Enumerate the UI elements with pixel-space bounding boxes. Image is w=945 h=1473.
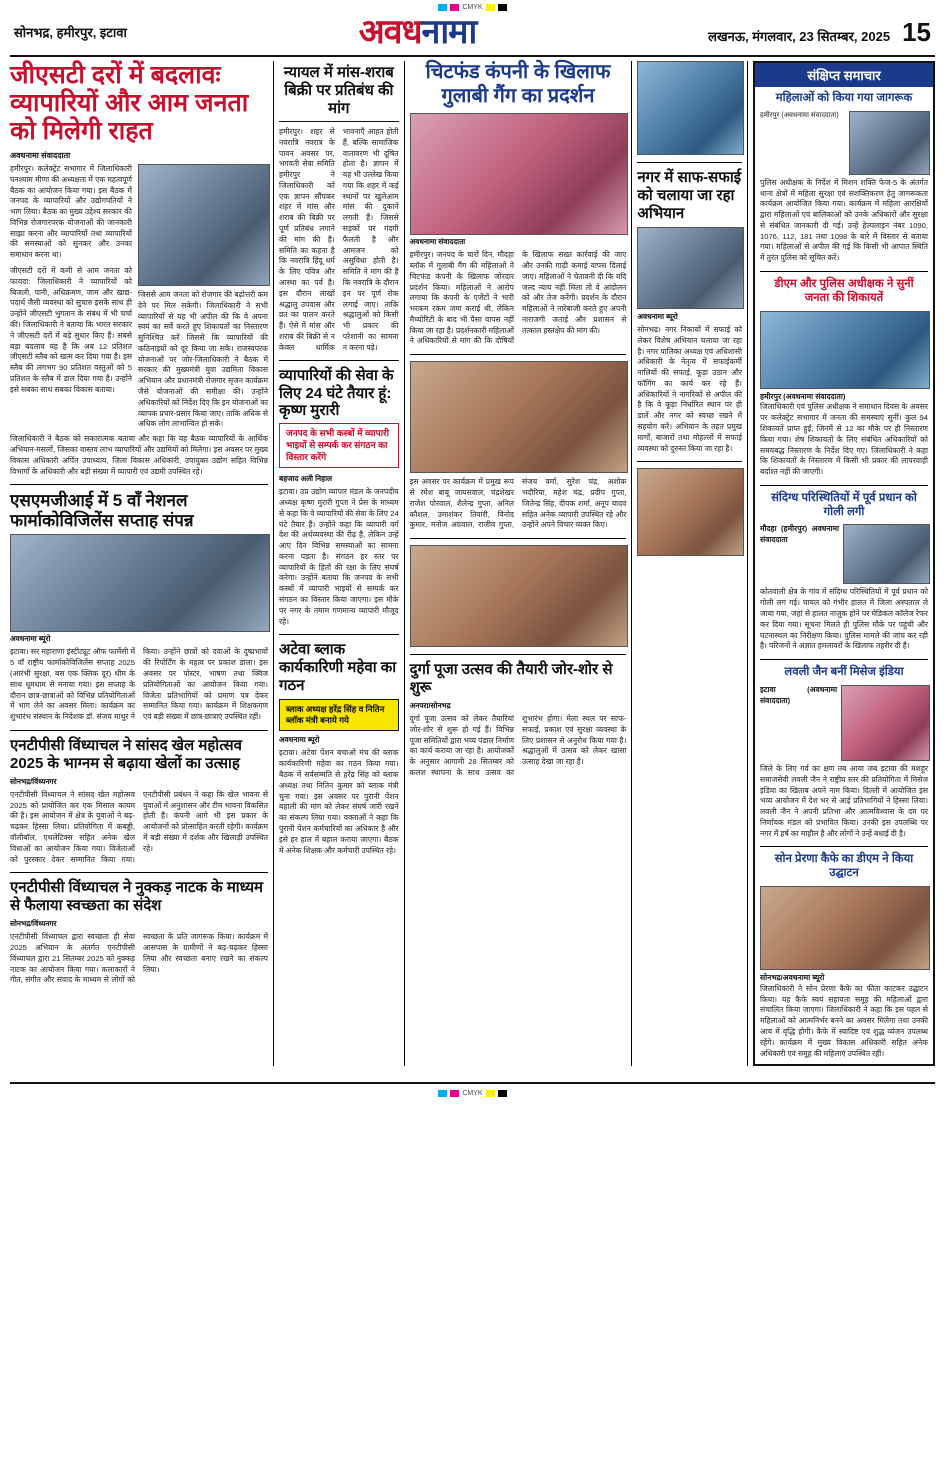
sidebar-body: [755, 92, 933, 1064]
divider-8: [410, 654, 627, 655]
page-number: 15: [902, 16, 931, 47]
sidebar-item-0-body: पुलिस अधीक्षक के निर्देश में मिशन शक्ति फेज-5 के अंतर्गत थाना क्षेत्रों में महिला सुरक्षा एवं सशक्तिकरण हेतु जागरूकता कार्यक्रम आयोजित किया गया। कार्यक्रम में महिला आरक्षियों द्वारा महिलाओं एवं बालिकाओं को उनके अधिकारों और सुरक्षा से संबंधित जानकारी दी गई। उन्हें हेल्पलाइन नंबर 1090, 1076, 112, 181 तथा 1098 के बारे में विस्तार से बताया गया। महिलाओं से अपील की गई कि किसी भी आपात स्थिति में तुरंत पुलिस को सूचित करें।: [760, 177, 928, 263]
chitfund-headline: चिटफंड कंपनी के खिलाफ गुलाबी गैंग का प्रदर्शन: [425, 61, 611, 107]
service24-callout: [279, 423, 399, 468]
sgsi-photo: [10, 534, 270, 632]
gst-meeting-photo: [138, 164, 270, 286]
logo-part-1: अवध: [358, 13, 422, 51]
sidebar-item-4-body: जिलाधिकारी ने सोन प्रेरणा कैफे का फीता काटकर उद्घाटन किया। यह कैफे स्वयं सहायता समूह की महिलाओं द्वारा संचालित किया जाएगा। जिलाधिकारी ने कहा कि इस पहल से महिलाओं को आत्मनिर्भर बनने का अवसर मिलेगा तथा उनकी आय में वृद्धि होगी। कैफे में स्वादिष्ट एवं शुद्ध व्यंजन उपलब्ध रहेंगे। कार्यक्रम में मुख्य विकास अधिकारी सहित अनेक अधिकारी एवं समूह की महिलाएं उपस्थित रहीं।: [760, 983, 928, 1058]
service24-body: इटावा। उप्र उद्योग व्यापार मंडल के जनपदीय अध्यक्ष कृष्ण मुरारी गुप्ता ने प्रेस के माध्यम से कहा कि वे व्यापारियों की सेवा के लिए 24 घंटे तैयार हैं। उन्होंने कहा कि व्यापारी वर्ग देश की अर्थव्यवस्था की रीढ़ है, लेकिन उन्हें आए दिन विभिन्न समस्याओं का सामना करना पड़ता है। संगठन हर स्तर पर व्यापारियों के हितों की रक्षा के लिए संघर्ष करेगा। उन्होंने बताया कि जनपद के सभी कस्बों में व्यापारी भाइयों से सम्पर्क कर संगठन का विस्तार किया जाएगा। इस मौके पर नगर के तमाम गणमान्य व्यापारी मौजूद रहे।: [279, 487, 399, 626]
divider-6: [410, 354, 627, 355]
durga-headline: दुर्गा पूजा उत्सव की तैयारी जोर-शोर से शुरू: [409, 661, 613, 697]
cmyk-label: CMYK: [462, 4, 483, 11]
column-center: [410, 61, 627, 1066]
sidebar-divider-1: [760, 485, 928, 486]
sidebar-item-0-photo: [849, 111, 930, 175]
gst-body-2: जीएसटी दरों में कमी से आम जनता को फायदा: जिलाधिकारी ने व्यापारियों को बिजली, पानी, अधिक्रमण, जाम और खाद्य-पदार्थ जैसी व्यवस्था को सुचारु इसके साथ ही उन्होंने जीएसटी भुगतान के संबंध में भी चर्चा की। जिलाधिकारी ने बताया कि भारत सरकार ने जीएसटी दरों में बड़े सुधार किए हैं। सबसे बड़ा बदलाव यह है कि अब 12 प्रतिशत जीएसटी स्लैब को खत्म कर दिया गया है। इस स्लैब की लगभग 90 प्रतिशत वस्तुओं को 5 प्रतिशत के स्लैब में डाल दिया गया है। उन्होंने इसे सबका साथ सबका विकास बताया।: [10, 266, 132, 394]
magenta-swatch-bottom: [450, 1090, 459, 1097]
sidebar-item-1-headline: डीएम और पुलिस अधीक्षक ने सुनीं जनता की शिकायतें: [774, 278, 914, 304]
sidebar-item-3-body: जिले के लिए गर्व का क्षण तब आया जब इटावा की मशहूर समाजसेवी लवली जैन ने राष्ट्रीय स्तर की प्रतियोगिता में मिसेज इंडिया का खिताब अपने नाम किया। दिल्ली में आयोजित इस भव्य आयोजन में देश भर से आई प्रतिभागियों ने हिस्सा लिया। लवली जैन ने अपनी प्रतिभा और आत्मविश्वास के दम पर निर्णायक मंडल को प्रभावित किया। उनकी इस उपलब्धि पर नगर में हर्ष का माहौल है और लोगों ने उन्हें बधाई दी है।: [760, 763, 928, 838]
bottom-rule: [10, 1082, 935, 1084]
service24-photo: [410, 361, 629, 473]
sidebar-title: संक्षिप्त समाचार: [755, 63, 933, 87]
divider-5: [279, 634, 399, 635]
gst-body-4: जिलाधिकारी ने बैठक को सकारात्मक बताया और कहा कि यह बैठक व्यापारियों के आर्थिक अभियान-मसलों, जिसका वास्तव लाभ व्यापारियों और उद्यमियों को मिलेगा। इस अवसर पर मुख्य विकास अधिकारी अर्पित उपाध्याय, जिला विकास अधिकारी, उपायुक्त उद्योग सहित विभिन्न विभागों के अधिकारी और बड़ी संख्या में व्यापारी एवं उद्यमी उपस्थित रहे।: [10, 434, 268, 476]
sidebar-item-4-photo: [760, 886, 930, 970]
column-separator-3: [631, 61, 632, 1066]
atewa-callout-text: ब्लाक अध्यक्ष हरेंद्र सिंह व नितिन ब्लॉक मंत्री बनाये गये: [286, 704, 385, 726]
bottom-registration-marks: [0, 1086, 945, 1097]
edition-names: सोनभद्र, हमीरपुर, इटावा: [14, 25, 127, 40]
masthead: [0, 11, 945, 51]
gst-body-3: जिससे आम जनता को रोजगार की बढ़ोत्तरी कम देने पर मिल सकेगी। जिलाधिकारी ने सभी व्यापारियों से यह भी अपील की कि वे अपना स्वयं का सर्वे करते हुए शिकायतों का निस्तारण सुनिश्चित करें जिससे कि व्यापारियों की कठिनाइयों को दूर किया जा सके। राजस्वपरक योजनाओं पर जोर-जिलाधिकारी ने बैठक में सरकार की मुख्यमंत्री युवा उद्यमिता विकास अभियान और प्रधानमंत्री रोजगार सृजन कार्यक्रम जैसे योजनाओं की समीक्षा की। उन्होंने अधिकारियों को निर्देश दिए कि इन योजनाओं का व्यापक प्रचार-प्रसार किया जाए। ताकि अधिक से अधिक लोग लाभान्वित हो सकें।: [138, 290, 268, 429]
chitfund-body: हमीरपुर। जनपद के चारों दिन, मौदहा ब्लॉक में गुलाबी गैंग की महिलाओं ने चिटफंड कंपनी के खिलाफ जोरदार प्रदर्शन किया। महिलाओं ने आरोप लगाया कि कंपनी के एजेंटों ने भारी भरकम रकम जमा कराई थी, लेकिन मैच्योरिटी के बाद भी पैसा वापस नहीं किया जा रहा है। प्रदर्शनकारी महिलाओं ने अधिकारियों से मांग की कि दोषियों के खिलाफ सख्त कार्रवाई की जाए और उनकी गाढ़ी कमाई वापस दिलाई जाए। महिलाओं ने चेतावनी दी कि यदि जल्द न्याय नहीं मिला तो वे आंदोलन को और तेज करेंगी। प्रदर्शन के दौरान महिलाओं ने नारेबाजी करते हुए अपनी नाराजगी जताई और प्रशासन से तत्काल हस्तक्षेप की मांग की।: [409, 250, 627, 346]
ntpc-sports-body: एनटीपीसी विंध्याचल ने सांसद खेल महोत्सव 2025 को प्रायोजित कर एक मिसाल कायम की है। इस आयोजन में क्षेत्र के युवाओं ने बढ़-चढ़कर हिस्सा लिया। प्रतियोगिता में कबड्डी, वॉलीबॉल, एथलेटिक्स सहित अनेक खेल विधाओं का आयोजन किया गया। विजेताओं को पुरस्कार देकर सम्मानित किया गया। एनटीपीसी प्रबंधन ने कहा कि खेल भावना से युवाओं में अनुशासन और टीम भावना विकसित होती है। कंपनी आगे भी इस प्रकार के आयोजनों को प्रोत्साहित करती रहेगी। कार्यक्रम में बड़ी संख्या में दर्शक और खिलाड़ी उपस्थित रहे।: [10, 789, 268, 864]
divider-2: [10, 730, 268, 731]
liquor-body: हमीरपुर। शहर से नवरात्रि नवरात्र के पावन अवसर पर, भगवती सेवा समिति हमीरपुर ने जिलाधिकारी को एक ज्ञापन सौंपकर शहर में मांस और शराब की बिक्री पर पूर्ण प्रतिबंध लगाने की मांग की है। समिति का कहना है कि नवरात्रि हिंदू धर्म के लिए पवित्र और आस्था का पर्व है। इस दौरान लाखों श्रद्धालु उपवास और व्रत का पालन करते हैं। ऐसे में मांस और शराब की बिक्री से न केवल धार्मिक भावनाएँ आहत होती हैं, बल्कि सामाजिक वातावरण भी दूषित होता है। ज्ञापन में यह भी उल्लेख किया गया कि शहर में कई स्थानों पर खुलेआम मांस की दुकानें लगती हैं। जिससे सड़कों पर गंदगी फैलती है और आमजन को असुविधा होती है। समिति ने मांग की है कि नवरात्रि के दौरान इन पर पूर्ण रोक लगाई जाए। ताकि श्रद्धालुओं को किसी भी प्रकार की परेशानी का सामना न करना पड़े।: [279, 127, 399, 352]
chitfund-secondary-photo: [637, 61, 744, 155]
masthead-right: [708, 17, 931, 48]
column-separator-1: [273, 61, 274, 1066]
sidebar-item-3-byline: इटावा (अवधनामा संवाददाता): [760, 684, 838, 705]
service24-callout-text: जनपद के सभी कस्बों में व्यापारी भाइयों से सम्पर्क कर संगठन का विस्तार करेंगे: [286, 428, 390, 462]
divider-4: [279, 360, 399, 361]
cleanliness-body: सोनभद्र। नगर निकायों में सफाई को लेकर विशेष अभियान चलाया जा रहा है। नगर पालिका अध्यक्ष एवं अधिशासी अधिकारी के नेतृत्व में सफाईकर्मी नालियों की सफाई, कूड़ा उठान और फॉगिंग का कार्य कर रहे हैं। अधिकारियों ने नागरिकों से अपील की है कि वे कूड़ा निर्धारित स्थान पर ही डालें और नगर को स्वच्छ रखने में सहयोग करें। अभियान के तहत प्रमुख मार्गों, बाजारों तथा मोहल्लों में सफाई व्यवस्था को दुरुस्त किया जा रहा है।: [637, 325, 742, 453]
gst-byline: अवधनामा संवाददाता: [10, 151, 71, 160]
atewa-headline: अटेवा ब्लाक कार्यकारिणी महेवा का गठन: [279, 641, 397, 695]
divider-10: [637, 461, 742, 462]
sidebar-item-4-headline: सोन प्रेरणा कैफे का डीएम ने किया उद्घाटन: [774, 853, 914, 880]
ntpc-sports-byline: सोनभद्र/विंध्यनगर: [10, 776, 57, 786]
sidebar-item-2-body: कोतवाली क्षेत्र के गांव में संदिग्ध परिस्थितियों में पूर्व प्रधान को गोली लग गई। घायल को गंभीर हालत में जिला अस्पताल ले जाया गया, जहां से हालत नाजुक होने पर मेडिकल कॉलेज रेफर कर दिया गया। सूचना मिलते ही पुलिस मौके पर पहुंची और घटनास्थल का निरीक्षण किया। पुलिस मामले की जांच कर रही है। परिजनों ने अज्ञात हमलावरों के खिलाफ तहरीर दी है।: [760, 587, 928, 651]
service24-names: इस अवसर पर कार्यक्रम में प्रमुख रूप से रमेश बाबू जायसवाल, चंद्रशेखर राजेश पोरवाल, शैलेन्द्र गुप्ता, अनिल कौशल, उमाशंकर तिवारी, विनोद कुमार, मनोज अग्रवाल, राजीव गुप्ता, संजय वर्मा, सुरेश चंद्र, अशोक भदौरिया, महेश चंद्र, प्रदीप गुप्ता, जितेन्द्र सिंह, दीपक शर्मा, अनूप यादव सहित अनेक व्यापारी उपस्थित रहे और उन्होंने अपने विचार व्यक्त किए।: [409, 477, 627, 530]
atewa-photo: [410, 545, 629, 647]
divider-9: [637, 162, 742, 163]
durga-photo: [637, 468, 744, 556]
key-swatch-bottom: [498, 1090, 507, 1097]
atewa-body: इटावा। अटेवा पेंशन बचाओ मंच की ब्लाक कार्यकारिणी महेवा का गठन किया गया। बैठक में सर्वसम्मति से हरेंद्र सिंह को ब्लाक अध्यक्ष तथा नितिन कुमार को ब्लाक मंत्री चुना गया। इस अवसर पर पुरानी पेंशन बहाली की मांग को लेकर संघर्ष जारी रखने का संकल्प लिया गया। वक्ताओं ने कहा कि पुरानी पेंशन कर्मचारियों का अधिकार है और इसे हर हाल में बहाल कराया जाएगा। बैठक में अनेक शिक्षक और कर्मचारी उपस्थित रहे।: [279, 748, 399, 855]
sidebar-item-1-photo: [760, 311, 930, 389]
magenta-swatch: [450, 4, 459, 11]
sidebar-divider-2: [760, 659, 928, 660]
durga-byline: अनपरा/सोनभद्र: [409, 701, 451, 711]
column-separator-4: [747, 61, 748, 1066]
column-separator-2: [404, 61, 405, 1066]
cleanliness-headline: नगर में साफ-सफाई को चलाया जा रहा अभियान: [637, 169, 742, 222]
divider-7: [410, 538, 627, 539]
ntpc-sports-headline: एनटीपीसी विंध्याचल ने सांसद खेल महोत्सव 2025 के भाग्नम से बढ़ाया खेलों का उत्साह: [10, 736, 242, 772]
atewa-byline: अवधनामा ब्यूरो: [279, 735, 320, 745]
page-content: [0, 57, 945, 1076]
sgsi-headline: एसएमजीआई में 5 वाँ नेशनल फार्माकोविजिलेंस सप्ताह संपन्न: [10, 491, 194, 530]
cmyk-label-bottom: CMYK: [462, 1090, 483, 1098]
print-registration-marks: [0, 0, 945, 11]
cleanliness-photo: [637, 227, 744, 309]
atewa-callout: [279, 699, 399, 731]
yellow-swatch: [486, 4, 495, 11]
cleanliness-byline: अवधनामा ब्यूरो: [637, 312, 678, 321]
nukkad-headline: एनटीपीसी विंध्याचल ने नुक्कड़ नाटक के माध्यम से फैलाया स्वच्छता का संदेश: [10, 879, 263, 915]
sidebar-item-1-body: जिलाधिकारी एवं पुलिस अधीक्षक ने समाधान दिवस के अवसर पर कलेक्ट्रेट सभागार में जनता की समस्याएं सुनीं। कुल 94 शिकायतें प्राप्त हुईं, जिनमें से 12 का मौके पर ही निस्तारण किया गया। शेष शिकायतों के लिए संबंधित अधिकारियों को समयबद्ध निस्तारण के निर्देश दिए गए। जिलाधिकारी ने कहा कि शिकायतों के निस्तारण में किसी भी प्रकार की लापरवाही बर्दाश्त नहीं की जाएगी।: [760, 402, 928, 477]
chitfund-byline: अवधनामा संवाददाता: [409, 237, 466, 247]
sidebar-item-0-headline: महिलाओं को किया गया जागरूक: [775, 92, 913, 104]
gst-body-1: हमीरपुर। कलेक्ट्रेट सभागार में जिलाधिकारी घनश्याम मीणा की अध्यक्षता में एक महत्वपूर्ण बैठक का आयोजन किया गया। इस बैठक में जनपद के व्यापारियों और उद्योगपतियों ने भाग लिया। बैठक का मुख्य उद्देश्य सरकार की विभिन्न रोजगारपरक योजनाओं की जानकारी साझा करना और व्यापारियों तथा व्यापारियों की समस्याओं को सुनकर और उनका समाधान करना था।: [10, 164, 132, 260]
nukkad-byline: सोनभद्र/विंध्यनगर: [10, 919, 57, 929]
liquor-headline: न्यायल में मांस-शराब बिक्री पर प्रतिबंध की मांग: [283, 64, 394, 117]
sidebar-item-2-byline: मौदहा (हमीरपुर) अवधनामा संवाददाता: [760, 524, 840, 545]
divider-1: [10, 484, 268, 485]
logo-part-2: नामा: [421, 13, 477, 51]
sidebar-divider-3: [760, 846, 928, 847]
sgsi-body: इटावा। सर महाराणा इंस्टीट्यूट ऑफ फार्मेसी में 5 वाँ राष्ट्रीय फार्माकोविजिलेंस सप्ताह 2025 (आरंभी सुरक्षा, बस एक क्लिक दूर) थीम के साथ धूमधाम से मनाया गया। इस सप्ताह के दौरान छात्र-छात्राओं को विभिन्न प्रतियोगिताओं में भाग लेने का अवसर मिला। कार्यक्रम का शुभारंभ संस्थान के निदेशक डॉ. संजय माथुर ने किया। उन्होंने छात्रों को दवाओं के दुष्प्रभावों की रिपोर्टिंग के महत्व पर प्रकाश डाला। इस अवसर पर पोस्टर, भाषण तथा क्विज प्रतियोगिताओं का आयोजन किया गया। विजेता प्रतिभागियों को प्रमाण पत्र देकर सम्मानित किया गया। कार्यक्रम में शिक्षकगण एवं बड़ी संख्या में छात्र-छात्राएं उपस्थित रहीं।: [10, 647, 268, 722]
service24-byline: बहजाद अली निहाल: [279, 474, 333, 484]
service24-headline-left: व्यापारियों की सेवा के लिए 24 घंटे तैयार हूं: कृष्ण मुरारी: [279, 367, 394, 419]
column-left: [10, 61, 268, 1066]
sidebar-item-2-headline: संदिग्ध परिस्थितियों में पूर्व प्रधान को गोली लगी: [771, 491, 917, 518]
liquor-headline-box: [279, 61, 399, 122]
pink-gang-photo: [410, 113, 629, 235]
key-swatch: [498, 4, 507, 11]
sidebar-item-3-photo: [841, 685, 930, 761]
cyan-swatch: [438, 4, 447, 11]
sidebar-item-2-photo: [843, 524, 930, 584]
column-cleanliness: [637, 61, 742, 1066]
column-liquor: [279, 61, 399, 1066]
divider-3: [10, 872, 268, 873]
sidebar-brief-news: [753, 61, 935, 1066]
sgsi-byline: अवधनामा ब्यूरो: [10, 634, 51, 644]
sidebar-divider-0: [760, 271, 928, 272]
sidebar-item-3-headline: लवली जैन बनीं मिसेज इंडिया: [784, 666, 904, 679]
place-date: लखनऊ, मंगलवार, 23 सितम्बर, 2025: [708, 28, 891, 44]
sidebar-item-4-byline: सोनभद्र/अवधनामा ब्यूरो: [760, 973, 825, 983]
nukkad-body: एनटीपीसी विंध्याचल द्वारा स्वच्छता ही सेवा 2025 अभियान के अंतर्गत एनटीपीसी विंध्याचल द्वारा 21 सितम्बर 2025 को नुक्कड़ नाटक का आयोजन किया गया। कलाकारों ने गीत, संगीत और संवाद के माध्यम से लोगों को स्वच्छता के प्रति जागरूक किया। कार्यक्रम में आसपास के ग्रामीणों ने बढ़-चढ़कर हिस्सा लिया और स्वच्छता बनाए रखने का संकल्प लिया।: [10, 932, 268, 985]
sidebar-item-0-byline: हमीरपुर (अवधनामा संवाददाता): [760, 111, 839, 119]
yellow-swatch-bottom: [486, 1090, 495, 1097]
durga-body: दुर्गा पूजा उत्सव को लेकर तैयारियां जोर-शोर से शुरू हो गई हैं। विभिन्न पूजा समितियों द्वारा भव्य पंडाल निर्माण का कार्य कराया जा रहा है। आयोजकों के अनुसार आगामी 28 सितम्बर को कलश स्थापना के साथ उत्सव का शुभारंभ होगा। मेला स्थल पर साफ-सफाई, प्रकाश एवं सुरक्षा व्यवस्था के लिए प्रशासन से अनुरोध किया गया है। श्रद्धालुओं में उत्सव को लेकर खासा उत्साह देखा जा रहा है।: [409, 714, 627, 778]
gst-headline: जीएसटी दरों में बदलावः व्यापारियों और आम जनता को मिलेगी राहत: [10, 61, 249, 145]
newspaper-logo: [359, 15, 477, 49]
sidebar-item-1-byline: हमीरपुर (अवधनामा संवाददाता): [760, 391, 846, 401]
cyan-swatch-bottom: [438, 1090, 447, 1097]
